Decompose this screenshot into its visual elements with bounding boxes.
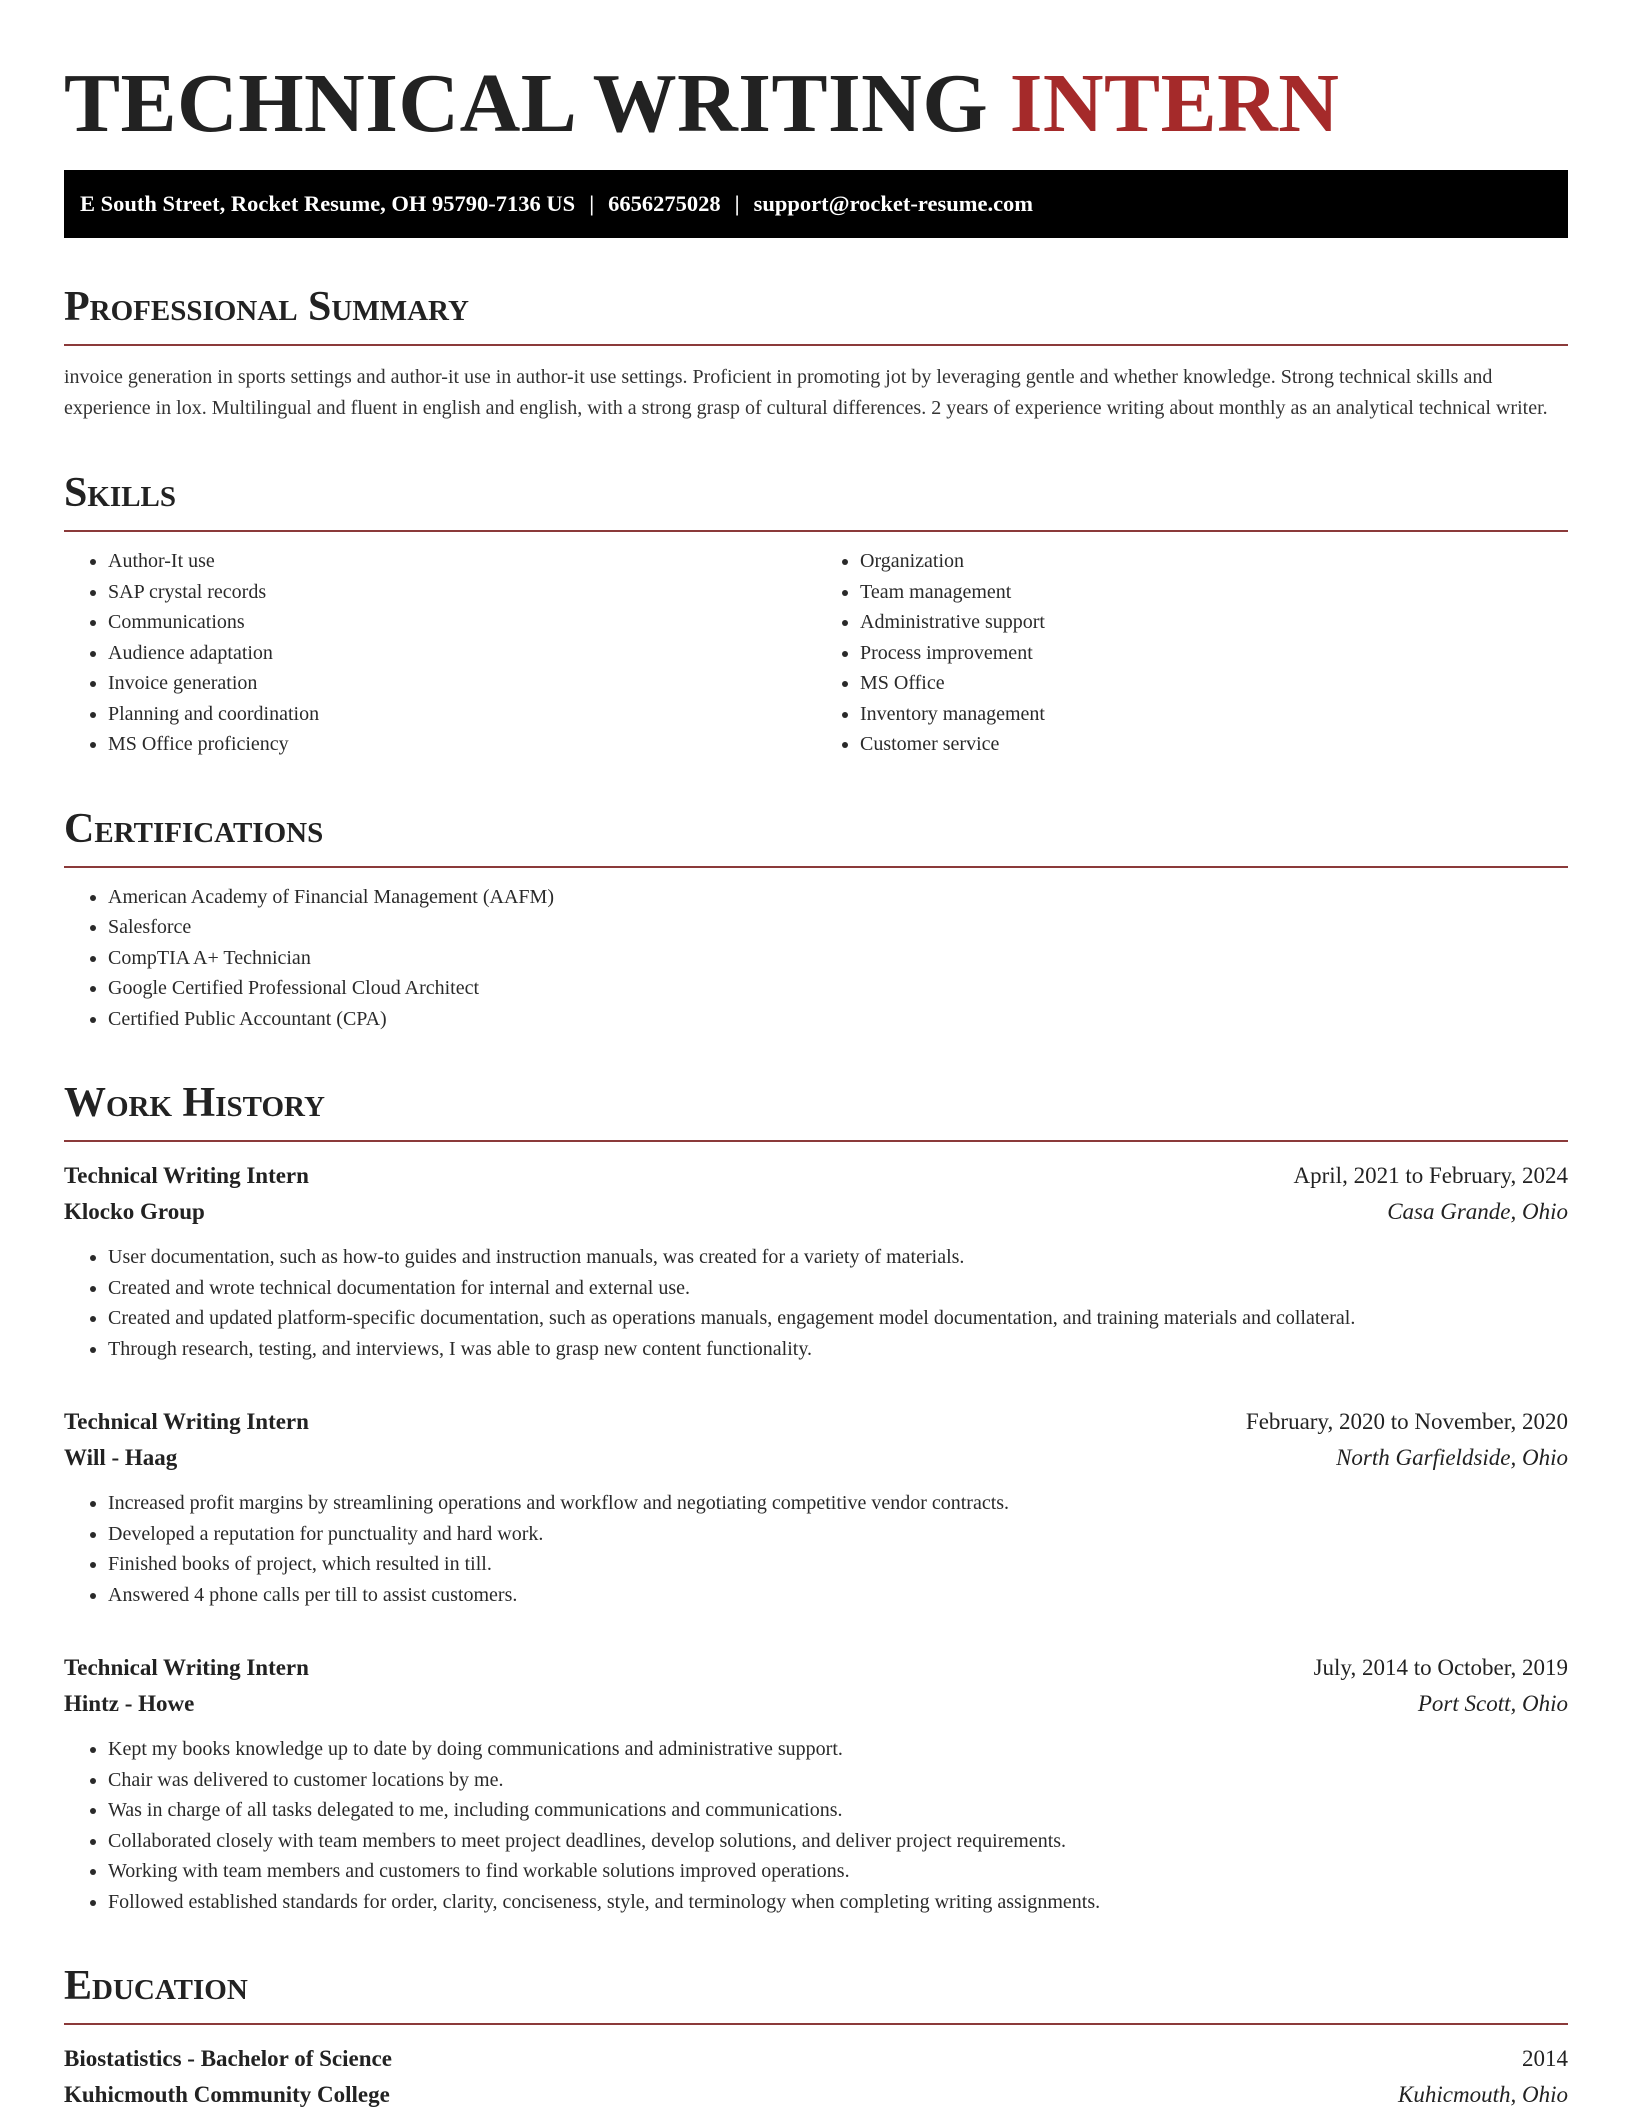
job-bullet: • Followed established standards for order, clarity, conciseness, style, and terminology when completing writing assignments. [108, 1887, 1568, 1918]
job-bullet: • Developed a reputation for punctuality and hard work. [108, 1519, 1568, 1550]
certifications-list [64, 882, 1568, 1035]
job-bullet: • Collaborated closely with team members to meet project deadlines, develop solutions, and deliver project requirements. [108, 1826, 1568, 1857]
skill-item: • Invoice generation [108, 668, 816, 699]
section-title-work-history: Work History [64, 1080, 325, 1126]
summary-text: invoice generation in sports settings and author-it use in author-it use settings. Proficient in promoting jot by leveraging gentle and whether knowledge. Strong technical skills and experience in lox. Multilingual and fluent in english and english, with a strong grasp of cultural differences. 2 years of experience writing about monthly as an analytical technical writer. [64, 366, 1548, 419]
job-bullet: • Created and updated platform-specific documentation, such as operations manuals, engagement model documentation, and training materials and collateral. [108, 1303, 1568, 1334]
job-bullet: • Increased profit margins by streamlining operations and workflow and negotiating competitive vendor contracts. [108, 1488, 1568, 1519]
skill-item: • MS Office proficiency [108, 729, 816, 760]
job-header-row [64, 1404, 1568, 1440]
education-location: Kuhicmouth, Ohio [1398, 2082, 1568, 2107]
education-degree: Biostatistics - Bachelor of Science [64, 2046, 392, 2071]
skill-item: • MS Office [860, 668, 1568, 699]
job-bullet: • User documentation, such as how-to guides and instruction manuals, was created for a variety of materials. [108, 1242, 1568, 1273]
job-bullet: • Finished books of project, which resulted in till. [108, 1549, 1568, 1580]
skill-item: • Author-It use [108, 546, 816, 577]
skills-grid [64, 532, 1568, 760]
skill-item: • Inventory management [860, 699, 1568, 730]
education-year: 2014 [1522, 2046, 1568, 2071]
section-title-certifications: Certifications [64, 805, 324, 852]
job-header-row [64, 1650, 1568, 1686]
skill-item: • Communications [108, 607, 816, 638]
education-school: Kuhicmouth Community College [64, 2082, 390, 2107]
resume-name [64, 56, 1568, 152]
contact-address: E South Street, Rocket Resume, OH 95790-7136 US [80, 191, 576, 216]
job-bullets [64, 1734, 1568, 1917]
skills-section [64, 468, 1568, 760]
contact-separator: | [734, 191, 740, 216]
certifications-section [64, 804, 1568, 1035]
job-company-row [64, 1440, 1568, 1476]
skill-item: • Audience adaptation [108, 638, 816, 669]
job-entry [64, 1650, 1568, 1917]
work-history-section [64, 1078, 1568, 1917]
job-location: North Garfieldside, Ohio [1336, 1445, 1568, 1470]
skill-item: • Process improvement [860, 638, 1568, 669]
section-divider [64, 2023, 1568, 2025]
job-title: Technical Writing Intern [64, 1409, 309, 1434]
skill-item: • SAP crystal records [108, 577, 816, 608]
skills-list-right [816, 546, 1568, 760]
section-title-skills: Skills [64, 470, 177, 516]
job-bullets [64, 1242, 1568, 1364]
job-company-row [64, 1194, 1568, 1230]
certification-item: • Certified Public Accountant (CPA) [108, 1004, 1568, 1035]
contact-phone: 6656275028 [608, 191, 721, 216]
certification-item: • Salesforce [108, 912, 1568, 943]
job-title: Technical Writing Intern [64, 1163, 309, 1188]
skill-item: • Organization [860, 546, 1568, 577]
job-company: Hintz - Howe [64, 1691, 195, 1716]
job-company: Will - Haag [64, 1445, 178, 1470]
education-section [64, 1961, 1568, 2113]
certification-item: • Google Certified Professional Cloud Architect [108, 973, 1568, 1004]
education-degree-row [64, 2041, 1568, 2077]
certification-item: • American Academy of Financial Management (AAFM) [108, 882, 1568, 913]
skill-item: • Planning and coordination [108, 699, 816, 730]
job-header-row [64, 1158, 1568, 1194]
job-company: Klocko Group [64, 1199, 205, 1224]
job-bullet: • Through research, testing, and interviews, I was able to grasp new content functionality. [108, 1334, 1568, 1365]
section-divider [64, 866, 1568, 868]
section-divider [64, 1140, 1568, 1142]
education-entry [64, 2041, 1568, 2113]
job-dates: February, 2020 to November, 2020 [1245, 1409, 1568, 1434]
skill-item: • Administrative support [860, 607, 1568, 638]
education-school-row [64, 2077, 1568, 2113]
section-title-education: Education [64, 1963, 248, 2009]
skill-item: • Customer service [860, 729, 1568, 760]
job-bullet: • Answered 4 phone calls per till to assist customers. [108, 1580, 1568, 1611]
name-accent: INTERN [1009, 57, 1340, 150]
job-dates: April, 2021 to February, 2024 [1293, 1163, 1568, 1188]
section-title-summary: Professional Summary [64, 284, 469, 330]
contact-email: support@rocket-resume.com [753, 191, 1034, 216]
certification-item: • CompTIA A+ Technician [108, 943, 1568, 974]
skill-item: • Team management [860, 577, 1568, 608]
job-bullet: • Created and wrote technical documentation for internal and external use. [108, 1273, 1568, 1304]
section-divider [64, 344, 1568, 346]
job-bullet: • Kept my books knowledge up to date by doing communications and administrative support. [108, 1734, 1568, 1765]
job-company-row [64, 1686, 1568, 1722]
contact-separator: | [589, 191, 595, 216]
job-bullet: • Was in charge of all tasks delegated to me, including communications and communications. [108, 1795, 1568, 1826]
job-entry [64, 1404, 1568, 1610]
job-bullet: • Working with team members and customers to find workable solutions improved operations. [108, 1856, 1568, 1887]
job-location: Casa Grande, Ohio [1387, 1199, 1568, 1224]
job-location: Port Scott, Ohio [1417, 1691, 1568, 1716]
job-bullets [64, 1488, 1568, 1610]
summary-section [64, 282, 1568, 424]
name-main: TECHNICAL WRITING [64, 57, 989, 150]
job-dates: July, 2014 to October, 2019 [1313, 1655, 1568, 1680]
job-bullet: • Chair was delivered to customer locations by me. [108, 1765, 1568, 1796]
skills-list-left [64, 546, 816, 760]
job-entry [64, 1158, 1568, 1364]
job-title: Technical Writing Intern [64, 1655, 309, 1680]
contact-bar [64, 170, 1568, 238]
